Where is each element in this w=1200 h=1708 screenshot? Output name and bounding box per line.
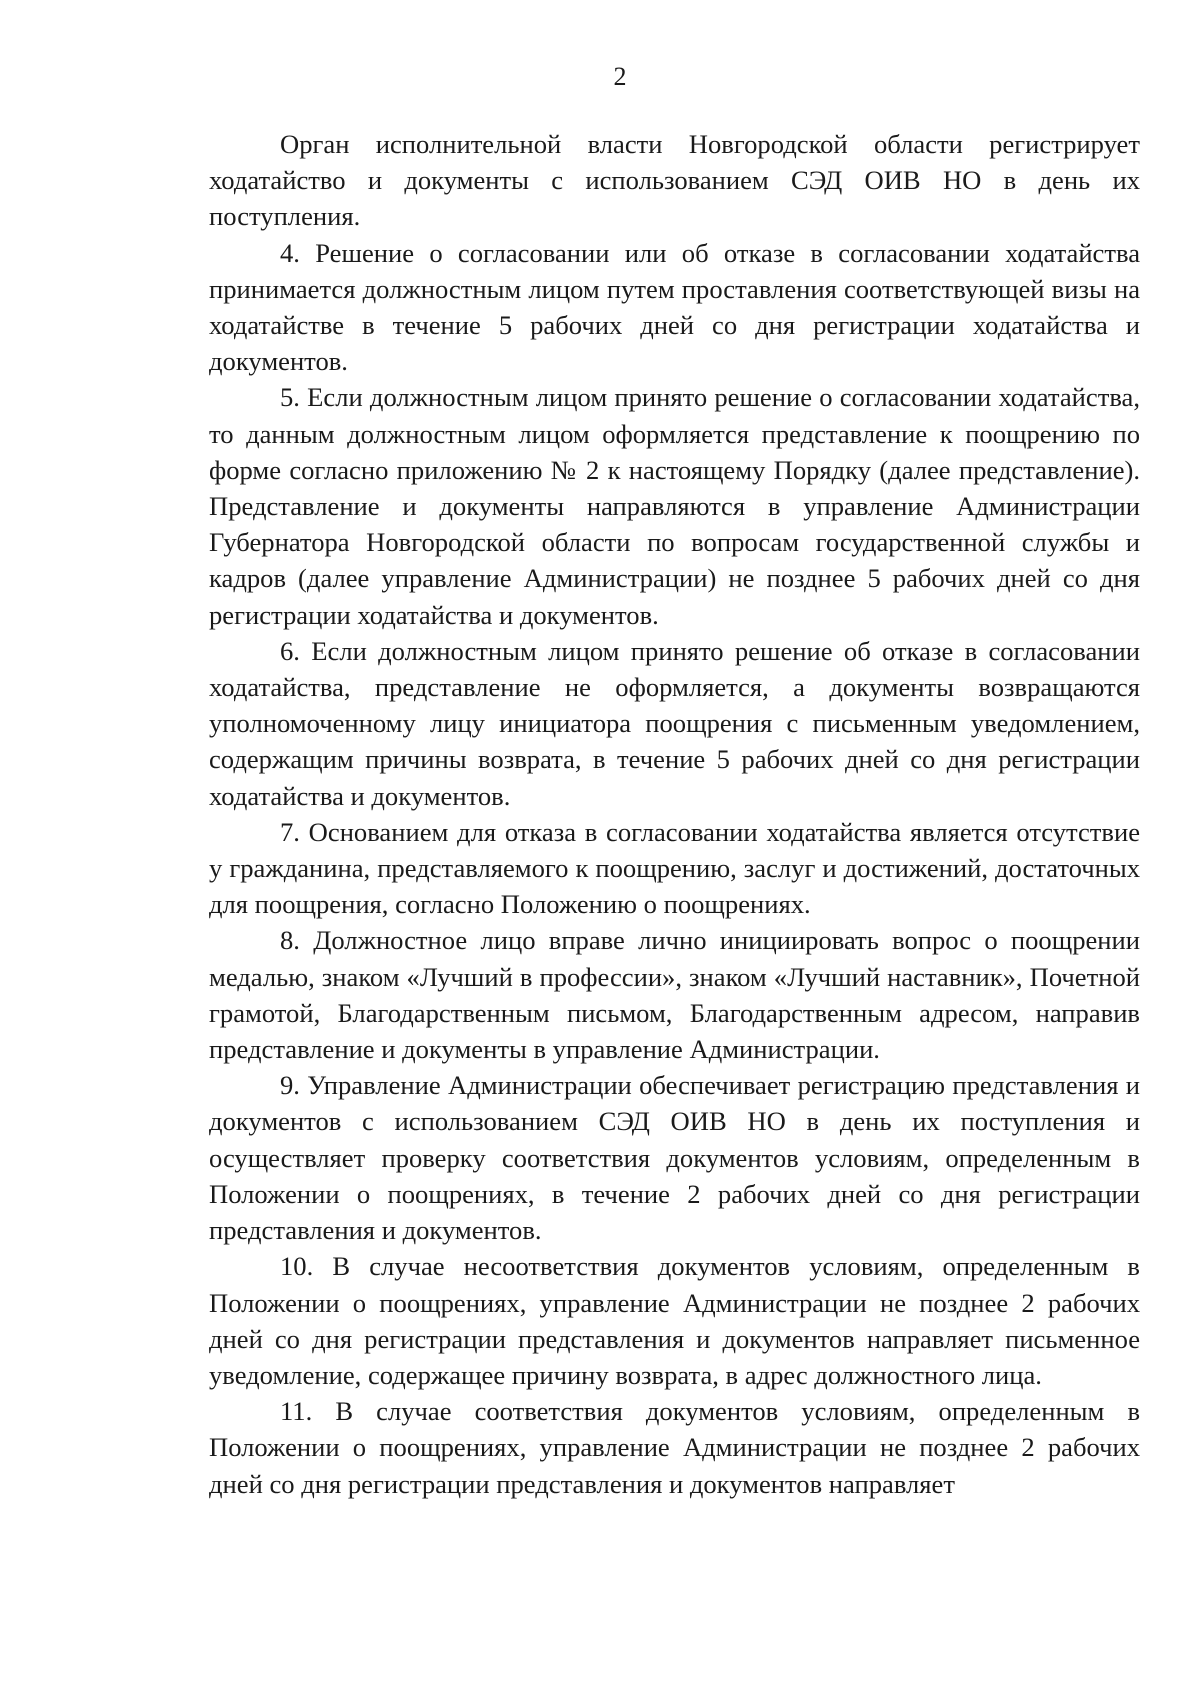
- document-body: [209, 126, 1140, 1502]
- page-number: 2: [613, 62, 627, 91]
- paragraph-10: 10. В случае несоответствия документов условиям, определенным в Положении о поощрениях, управление Администрации не позднее 2 рабочих дней со дня регистрации представления и документов направляет письменное уведомление, содержащее причину возврата, в адрес должностного лица.: [209, 1251, 1140, 1390]
- paragraph-11: 11. В случае соответствия документов условиям, определенным в Положении о поощрениях, управление Администрации не позднее 2 рабочих дней со дня регистрации представления и документов направляет: [209, 1396, 1140, 1499]
- paragraph-9: 9. Управление Администрации обеспечивает регистрацию представления и документов с использованием СЭД ОИВ НО в день их поступления и осуществляет проверку соответствия документов условиям, определенным в Положении о поощрениях, в течение 2 рабочих дней со дня регистрации представления и документов.: [209, 1070, 1140, 1246]
- paragraph-intro: Орган исполнительной власти Новгородской области регистрирует ходатайство и документы с использованием СЭД ОИВ НО в день их поступления.: [209, 129, 1140, 232]
- paragraph-7: 7. Основанием для отказа в согласовании ходатайства является отсутствие у гражданина, представляемого к поощрению, заслуг и достижений, достаточных для поощрения, согласно Положению о поощрениях.: [209, 816, 1140, 920]
- paragraph-4: 4. Решение о согласовании или об отказе в согласовании ходатайства принимается должностным лицом путем проставления соответствующей визы на ходатайстве в течение 5 рабочих дней со дня регистрации ходатайства и документов.: [209, 237, 1140, 377]
- paragraph-5: 5. Если должностным лицом принято решение о согласовании ходатайства, то данным должностным лицом оформляется представление к поощрению по форме согласно приложению № 2 к настоящему Порядку (далее представление). Представление и документы направляются в управление Администрации Губернатора Новгородской области по вопросам государственной службы и кадров (далее управление Администрации) не позднее 5 рабочих дней со дня регистрации ходатайства и документов.: [209, 382, 1140, 630]
- paragraph-8: 8. Должностное лицо вправе лично инициировать вопрос о поощрении медалью, знаком «Лучший в профессии», знаком «Лучший наставник», Почетной грамотой, Благодарственным письмом, Благодарственным адресом, направив представление и документы в управление Администрации.: [209, 925, 1140, 1065]
- paragraph-6: 6. Если должностным лицом принято решение об отказе в согласовании ходатайства, представление не оформляется, а документы возвращаются уполномоченному лицу инициатора поощрения с письменным уведомлением, содержащим причины возврата, в течение 5 рабочих дней со дня регистрации ходатайства и документов.: [209, 635, 1140, 811]
